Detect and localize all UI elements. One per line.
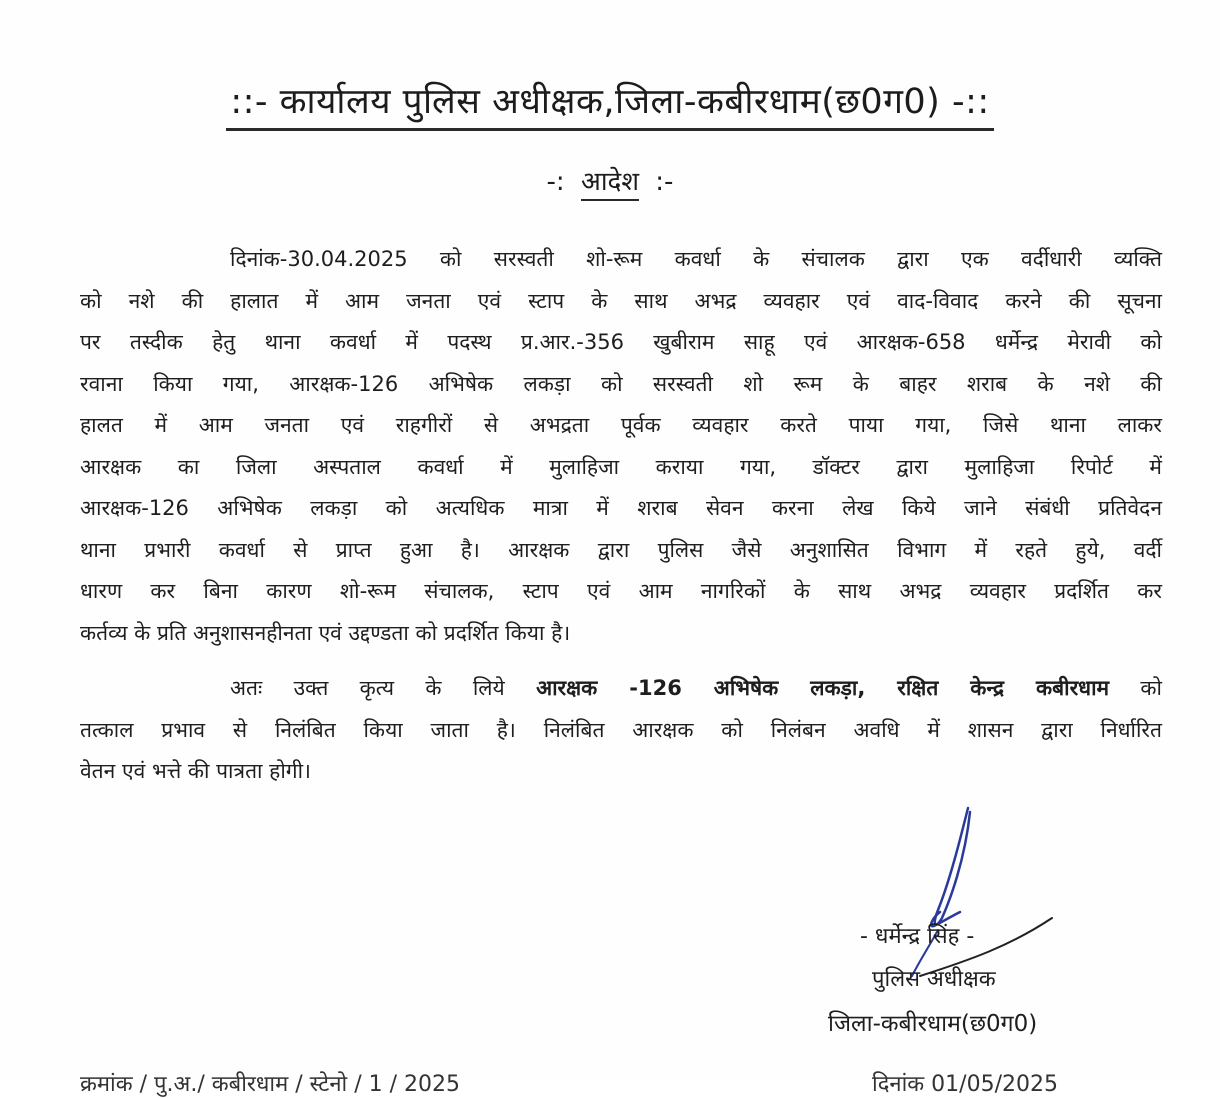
signatory-district: जिला-कबीरधाम(छ0ग0) [828, 1011, 1038, 1037]
paragraph-line [80, 668, 1162, 710]
paragraph-line: थाना प्रभारी कवर्धा से प्राप्त हुआ है। आरक्षक द्वारा पुलिस जैसे अनुशासित विभाग में रहते हुये, वर्दी [80, 537, 1162, 562]
signatory-designation: पुलिस अधीक्षक [872, 967, 996, 992]
paragraph-line: रवाना किया गया, आरक्षक-126 अभिषेक लकड़ा को सरस्वती शो रूम के बाहर शराब के नशे की [80, 371, 1162, 396]
suspended-constable: आरक्षक -126 अभिषेक लकड़ा, रक्षित केन्द्र कबीरधाम [536, 676, 1110, 700]
footer-reference-partial [0, 1068, 1220, 1097]
paragraph-line: तत्काल प्रभाव से निलंबित किया जाता है। निलंबित आरक्षक को निलंबन अवधि में शासन द्वारा निर्धारित [80, 717, 1162, 742]
order-heading-word: आदेश [581, 165, 639, 201]
order-text-post: को [1109, 676, 1162, 700]
paragraph-line: आरक्षक-126 अभिषेक लकड़ा को अत्यधिक मात्रा में शराब सेवन करना लेख किये जाने संबंधी प्रतिवेदन [80, 496, 1162, 520]
paragraph-line: धारण कर बिना कारण शो-रूम संचालक, स्टाप एवं आम नागरिकों के साथ अभद्र व्यवहार प्रदर्शित कर [80, 579, 1162, 603]
paragraph-line: पर तस्दीक हेतु थाना कवर्धा में पदस्थ प्र.आर.-356 खुबीराम साहू एवं आरक्षक-658 धर्मेन्द्र मेरावी को [80, 330, 1162, 354]
signature-block [820, 800, 1220, 1081]
paragraph-line: आरक्षक का जिला अस्पताल कवर्धा में मुलाहिजा कराया गया, डॉक्टर द्वारा मुलाहिजा रिपोर्ट में [80, 454, 1162, 479]
signatory-name: - धर्मेन्द्र सिंह - [860, 924, 975, 949]
paragraph-line: कर्तव्य के प्रति अनुशासनहीनता एवं उद्दण्डता को प्रदर्शित किया है। [80, 620, 571, 645]
paragraph-line: हालत में आम जनता एवं राहगीरों से अभद्रता पूर्वक व्यवहार करते पाया गया, जिसे थाना लाकर [80, 413, 1162, 437]
paragraph-line: वेतन एवं भत्ते की पात्रता होगी। [80, 759, 311, 783]
order-heading-suffix: :- [655, 167, 674, 197]
order-text-pre: अतः उक्त कृत्य के लिये [230, 676, 537, 700]
paragraph-suspension-order [80, 668, 1162, 793]
order-heading [0, 162, 1220, 202]
office-header [0, 78, 1220, 131]
footer-reference-number: क्रमांक / पु.अ./ कबीरधाम / स्टेनो / 1 / 2025 [80, 1072, 461, 1097]
footer-date: दिनांक 01/05/2025 [872, 1072, 1058, 1097]
paragraph-incident-details [80, 239, 1162, 654]
paragraph-line: को नशे की हालात में आम जनता एवं स्टाप के साथ अभद्र व्यवहार एवं वाद-विवाद करने की सूचना [80, 288, 1162, 313]
paragraph-line: दिनांक-30.04.2025 को सरस्वती शो-रूम कवर्धा के संचालक द्वारा एक वर्दीधारी व्यक्ति [230, 247, 1162, 271]
office-header-text: ::- कार्यालय पुलिस अधीक्षक,जिला-कबीरधाम(छ0ग0) -:: [226, 78, 993, 131]
order-heading-prefix: -: [546, 167, 565, 197]
